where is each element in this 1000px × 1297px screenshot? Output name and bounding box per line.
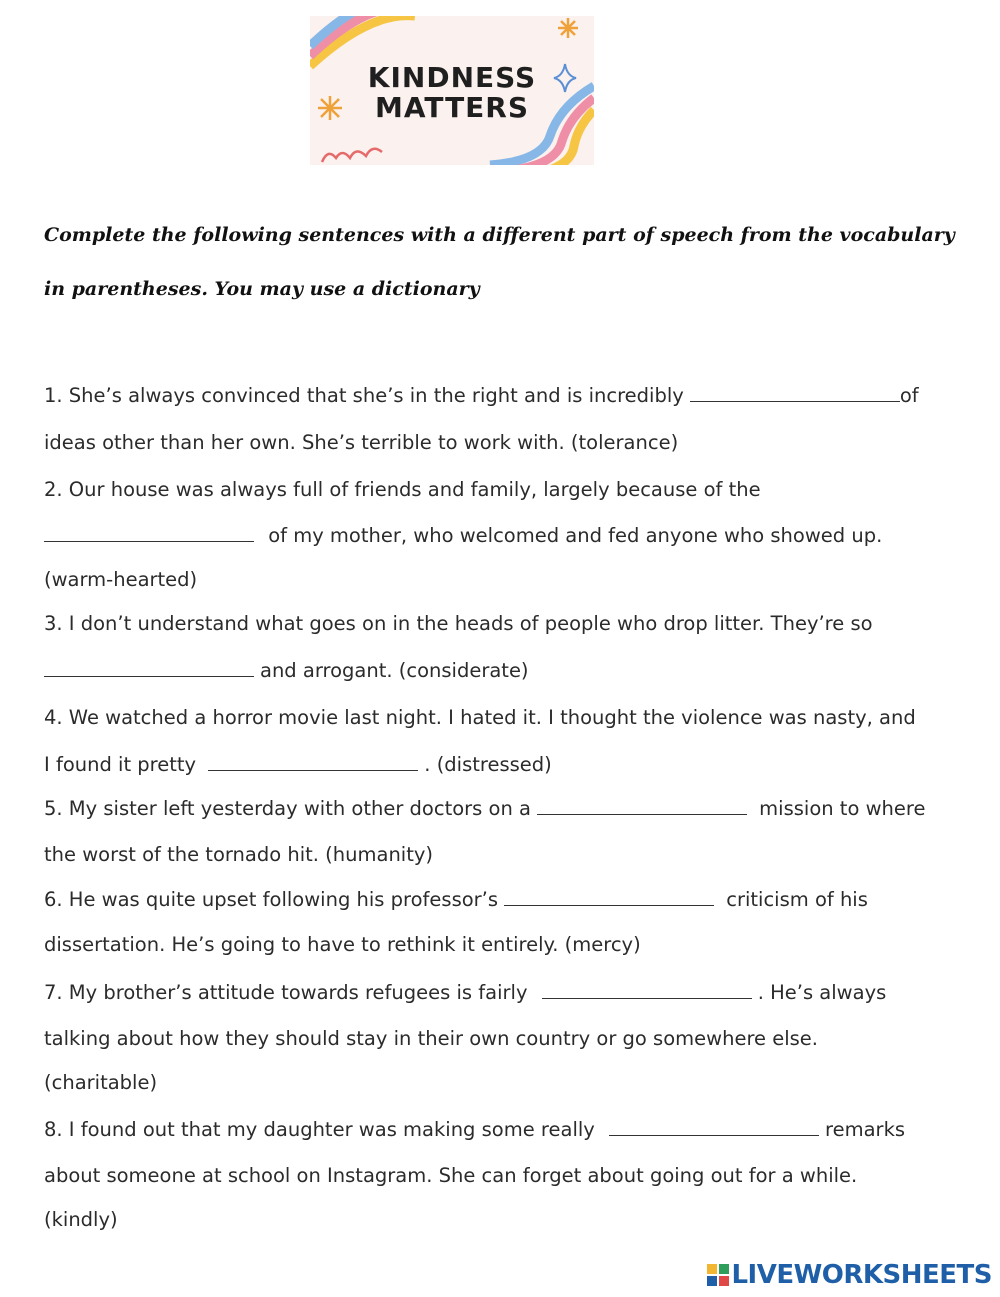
question-2-line2: of my mother, who welcomed and fed anyone who showed up. [44,526,882,546]
star-icon [558,18,578,38]
question-6-line1: 6. He was quite upset following his professor’s criticism of his [44,888,868,911]
answer-blank-4[interactable] [208,756,418,771]
instructions-line2: in parentheses. You may use a dictionary [44,278,480,300]
question-6-line2: dissertation. He’s going to have to rethink it entirely. (mercy) [44,933,641,956]
question-3-line1: 3. I don’t understand what goes on in the heads of people who drop litter. They’re so [44,612,873,635]
answer-blank-3[interactable] [44,662,254,677]
question-4-line2: I found it pretty . (distressed) [44,753,552,776]
kindness-banner [310,16,594,165]
banner-title-line2: MATTERS [374,91,530,124]
question-5-line2: the worst of the tornado hit. (humanity) [44,843,434,866]
question-8-line3: (kindly) [44,1208,118,1231]
squiggle-icon [322,149,382,162]
question-7-line1: 7. My brother’s attitude towards refugees is fairly . He’s always [44,981,887,1004]
question-2-line1: 2. Our house was always full of friends and family, largely because of the [44,478,761,501]
question-5-line1: 5. My sister left yesterday with other doctors on a mission to where [44,797,926,820]
question-8-line2: about someone at school on Instagram. She can forget about going out for a while. [44,1164,858,1187]
banner-title-line1: KINDNESS [367,61,537,94]
brand-name[interactable]: LIVEWORKSHEETS [731,1260,992,1290]
answer-blank-7[interactable] [542,984,752,999]
answer-blank-5[interactable] [537,800,747,815]
question-7-line3: (charitable) [44,1071,158,1094]
question-1-line1: 1. She’s always convinced that she’s in the right and is incredibly of [44,384,919,407]
answer-blank-6[interactable] [504,891,714,906]
question-2-line3: (warm-hearted) [44,568,198,591]
answer-blank-8[interactable] [609,1121,819,1136]
instructions-line1: Complete the following sentences with a different part of speech from the vocabulary [44,224,955,246]
liveworksheets-footer [707,1258,992,1292]
question-1-line2: ideas other than her own. She’s terrible to work with. (tolerance) [44,431,679,454]
answer-blank-1[interactable] [690,387,900,402]
question-8-line1: 8. I found out that my daughter was making some really remarks [44,1118,906,1141]
question-7-line2: talking about how they should stay in their own country or go somewhere else. [44,1027,819,1050]
question-3-line2: and arrogant. (considerate) [44,661,529,681]
liveworksheets-logo-icon [707,1264,729,1286]
question-4-line1: 4. We watched a horror movie last night. I hated it. I thought the violence was nasty, and [44,706,916,729]
answer-blank-2[interactable] [44,527,254,542]
